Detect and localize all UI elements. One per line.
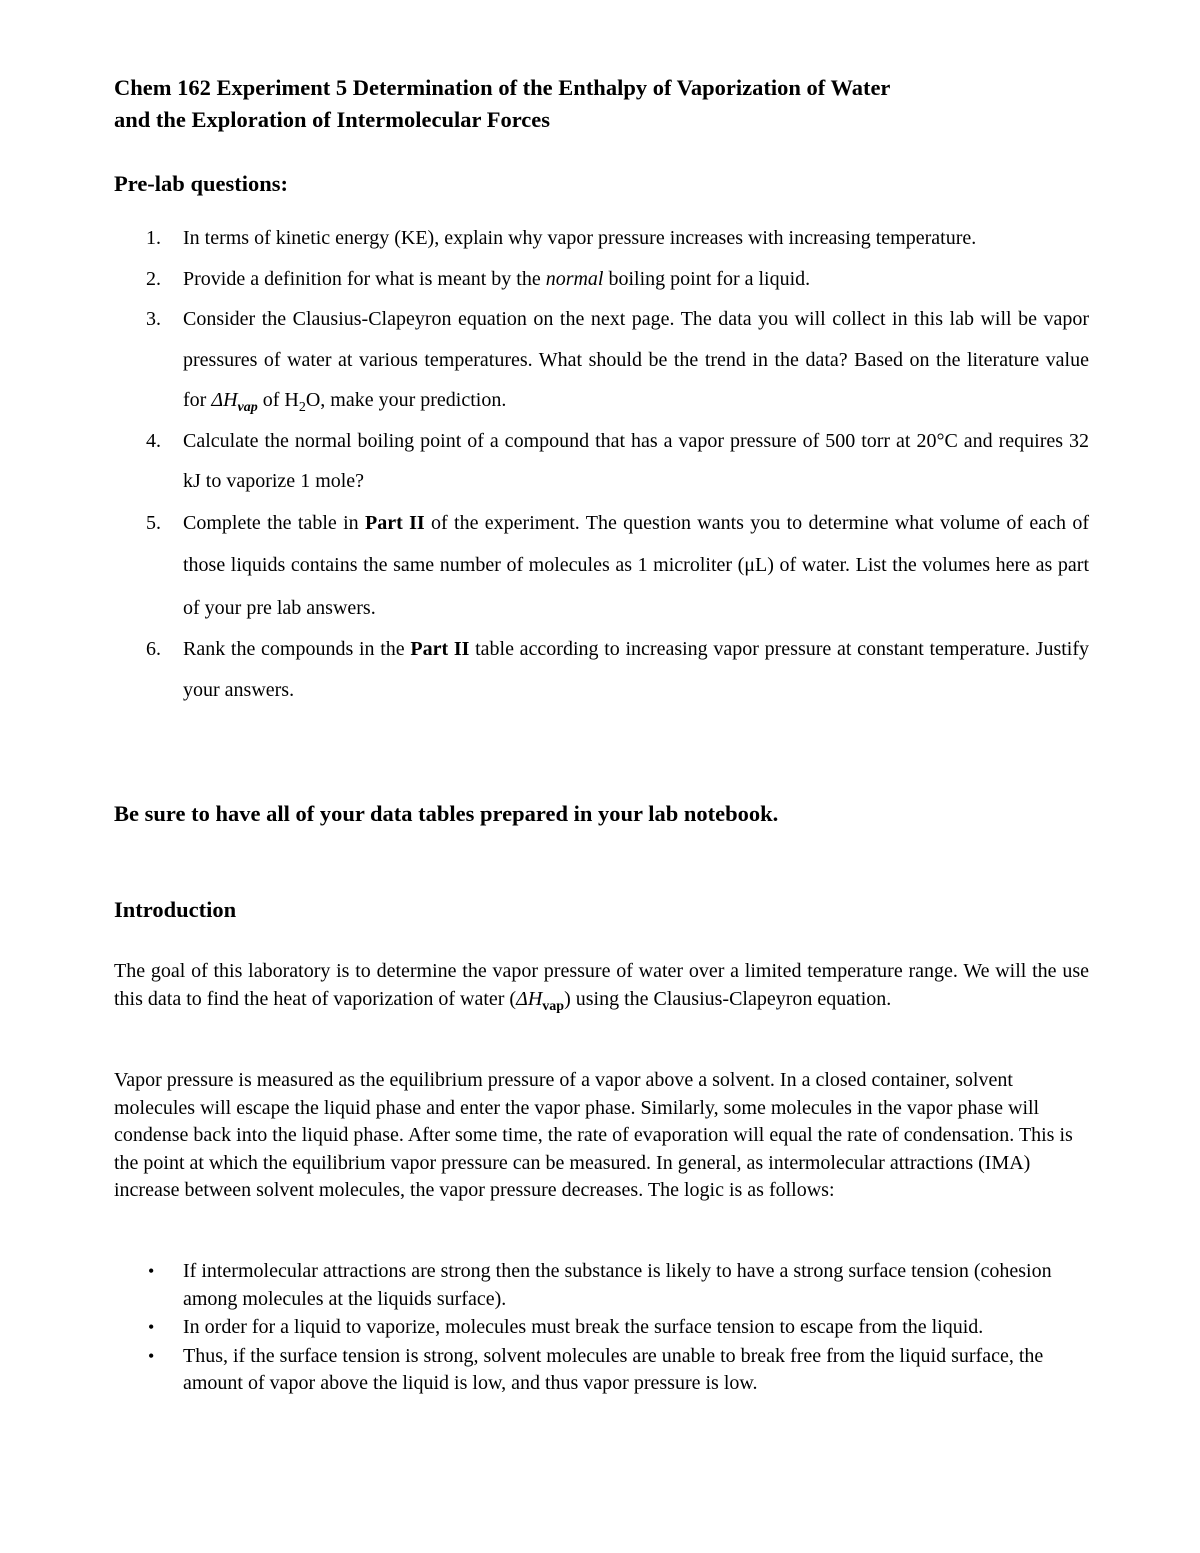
bullet-text: In order for a liquid to vaporize, molecules must break the surface tension to escape from the liquid. <box>183 1316 984 1338</box>
title-line-2: and the Exploration of Intermolecular Forces <box>114 107 551 132</box>
question-text: In terms of kinetic energy (KE), explain why vapor pressure increases with increasing temperature. <box>183 227 977 249</box>
paragraph-text: The goal of this laboratory is to determine the vapor pressure of water over a limited temperature range. We will the use this data to find the heat of vaporization of water ( <box>114 960 1089 1010</box>
bullet-item <box>114 1343 1089 1398</box>
question-text: of the experiment. The question wants you to determine what volume of each of those liquids contains the same number of molecules as 1 microliter (μL) of water. List the volumes here as part of your pre lab answers. <box>183 511 1090 619</box>
italic-term: normal <box>545 267 604 290</box>
prelab-heading: Pre-lab questions: <box>114 171 288 196</box>
prelab-question <box>114 259 1089 300</box>
h2o-subscript: 2 <box>298 400 306 415</box>
question-text: table according to increasing vapor pressure at constant temperature. Justify your answers. <box>183 638 1089 701</box>
question-number: 3. <box>146 308 161 330</box>
question-number: 5. <box>146 511 161 534</box>
logic-bullet-list <box>114 1258 1089 1399</box>
bullet-icon: • <box>148 1261 155 1281</box>
prelab-question <box>114 218 1089 259</box>
bullet-text: If intermolecular attractions are strong then the substance is likely to have a strong surface tension (cohesion among molecules at the liquids surface). <box>183 1260 1052 1310</box>
prelab-question <box>114 502 1089 630</box>
title-line-1: Chem 162 Experiment 5 Determination of the Enthalpy of Vaporization of Water <box>114 75 891 100</box>
notebook-reminder: Be sure to have all of your data tables prepared in your lab notebook. <box>114 801 779 826</box>
question-text: O, make your prediction. <box>305 389 507 411</box>
part-ii-reference: Part II <box>365 511 425 534</box>
part-ii-reference: Part II <box>410 638 470 660</box>
bullet-icon: • <box>148 1345 155 1366</box>
intro-paragraph-2: Vapor pressure is measured as the equilibrium pressure of a vapor above a solvent. In a closed container, solvent molecules will escape the liquid phase and enter the vapor phase. Similarly, some molecules in the vapor phase will condense back into the liquid phase. After some time, the rate of evaporation will equal the rate of condensation. This is the point at which the equilibrium vapor pressure can be measured. In general, as intermolecular attractions (IMA) increase between solvent molecules, the vapor pressure decreases. The logic is as follows: <box>114 1069 1073 1201</box>
question-text: Rank the compounds in the <box>183 638 411 660</box>
bullet-text: Thus, if the surface tension is strong, solvent molecules are unable to break free from the liquid surface, the amount of vapor above the liquid is low, and thus vapor pressure is low. <box>183 1344 1044 1394</box>
intro-paragraph-1 <box>114 958 1089 1013</box>
vap-subscript: vap <box>237 400 258 415</box>
delta-h-symbol: ΔH <box>516 987 543 1010</box>
vap-subscript: vap <box>542 998 565 1014</box>
bullet-icon: • <box>148 1317 155 1337</box>
document-title <box>114 72 1089 136</box>
question-text: Provide a definition for what is meant by the <box>183 267 546 290</box>
prelab-question <box>114 421 1089 502</box>
question-number: 2. <box>146 267 161 290</box>
paragraph-text: ) using the Clausius-Clapeyron equation. <box>564 987 892 1010</box>
question-text: Complete the table in <box>183 511 365 534</box>
prelab-question <box>114 299 1089 421</box>
prelab-question <box>114 629 1089 710</box>
question-number: 1. <box>146 227 161 249</box>
question-number: 4. <box>146 429 161 452</box>
introduction-heading: Introduction <box>114 897 237 922</box>
question-text: Consider the Clausius-Clapeyron equation on the next page. The data you will collect in this lab will be vapor pressures of water at various temperatures. What should be the trend in the data? Based on the literature value for <box>183 308 1089 411</box>
delta-h-symbol: ΔH <box>211 389 238 411</box>
question-number: 6. <box>146 638 161 660</box>
prelab-question-list <box>114 218 1089 710</box>
bullet-item <box>114 1258 1089 1313</box>
question-text: boiling point for a liquid. <box>603 267 811 290</box>
question-text: of H <box>257 389 299 411</box>
bullet-item <box>114 1314 1089 1342</box>
question-text: Calculate the normal boiling point of a compound that has a vapor pressure of 500 torr at 20°C and requires 32 kJ to vaporize 1 mole? <box>183 429 1089 492</box>
